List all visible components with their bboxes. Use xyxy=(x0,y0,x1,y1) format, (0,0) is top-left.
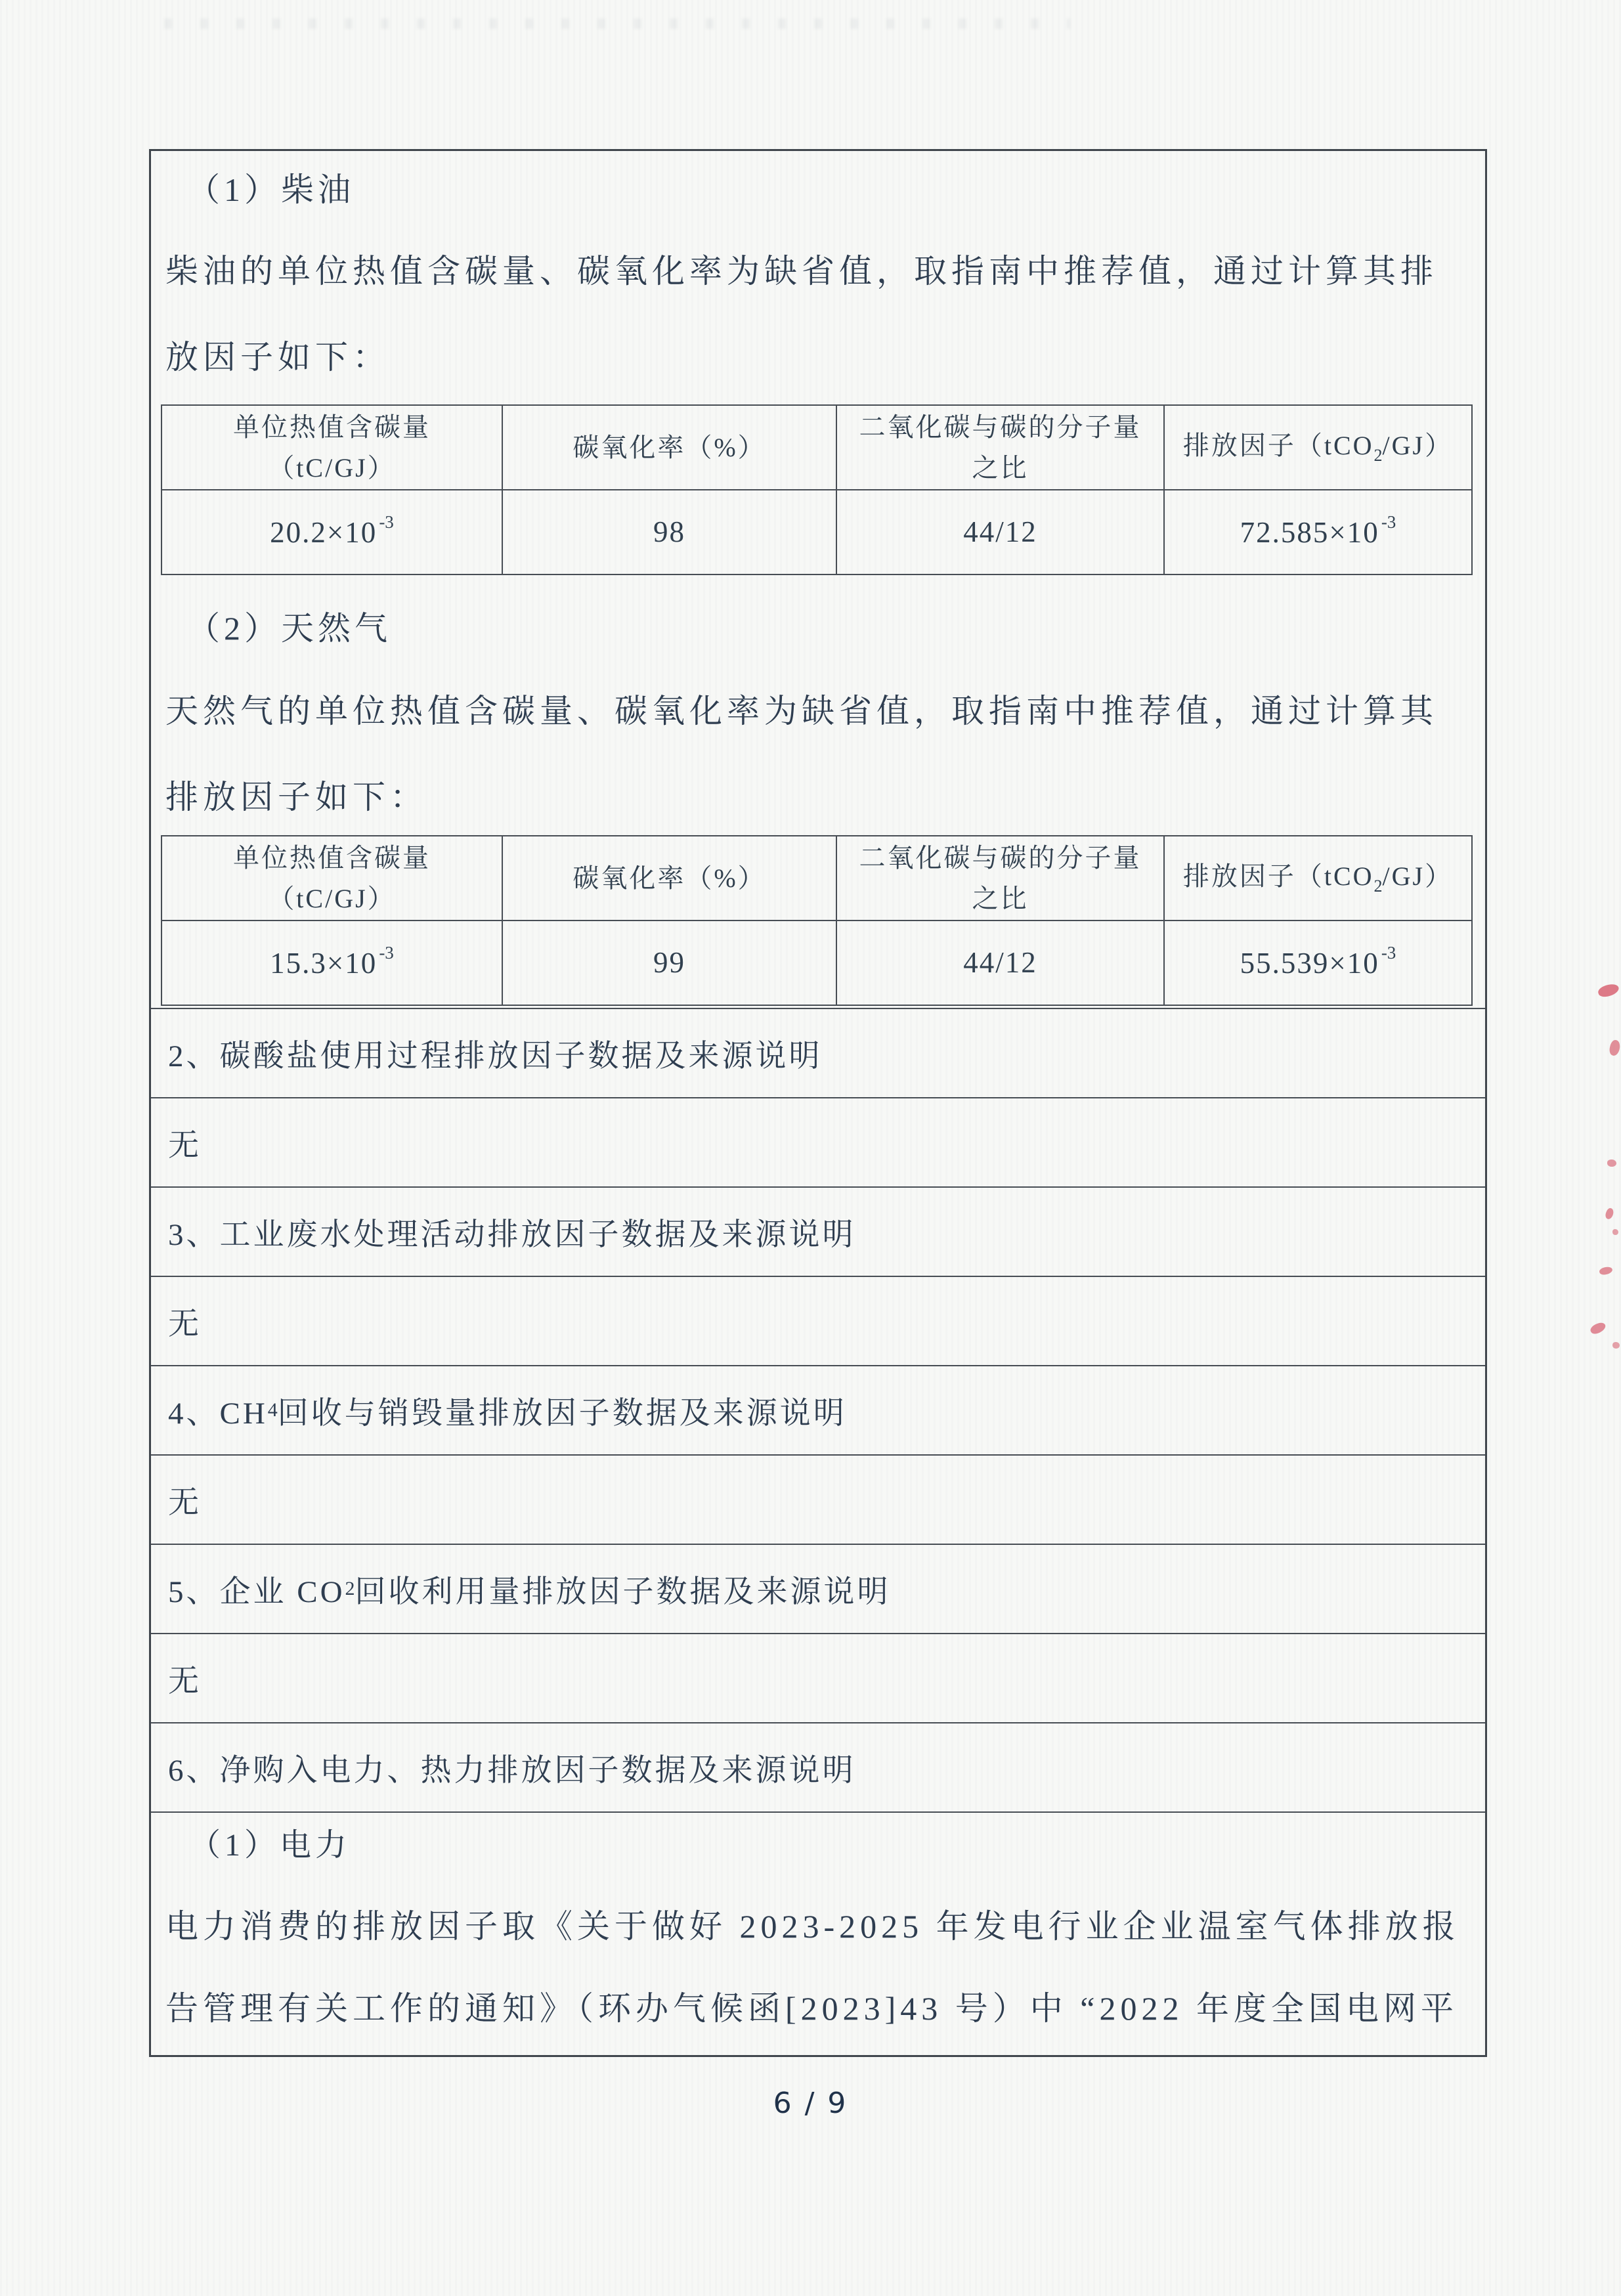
red-stamp-fragment xyxy=(1599,1266,1613,1276)
value-superscript: -3 xyxy=(1381,942,1396,963)
table-value-row xyxy=(162,490,1472,574)
header-carbon-line1: 单位热值含碳量 xyxy=(233,842,431,873)
gas-carbon-value xyxy=(162,921,502,1005)
header-ratio-line2: 之比 xyxy=(972,883,1029,913)
header-carbon-line2: （tC/GJ） xyxy=(268,883,396,913)
section-body-text: 无 xyxy=(168,1664,202,1699)
header-emission-factor xyxy=(1164,405,1472,490)
section-heading-co2-recycling xyxy=(151,1544,1485,1633)
scan-noise-artifact xyxy=(164,18,1070,29)
section-heading-text: 4、CH xyxy=(168,1396,268,1431)
header-molecular-ratio xyxy=(836,836,1164,921)
header-carbon-line2: （tC/GJ） xyxy=(268,452,396,483)
gas-oxidation-value: 99 xyxy=(502,921,836,1005)
header-oxidation-rate: 碳氧化率（%） xyxy=(502,405,836,490)
table-value-row xyxy=(162,921,1472,1005)
gas-paragraph-line-2: 排放因子如下： xyxy=(165,779,427,815)
section-body-text: 无 xyxy=(168,1307,202,1341)
gas-subsection-heading: （2）天然气 xyxy=(187,610,391,647)
value-base: 72.585×10 xyxy=(1240,515,1379,549)
section-heading-wastewater xyxy=(151,1186,1485,1276)
header-ef-post: /GJ） xyxy=(1382,431,1454,461)
header-oxidation-rate: 碳氧化率（%） xyxy=(502,836,836,921)
red-stamp-fragment xyxy=(1612,1342,1620,1349)
electricity-subsection-heading: （1）电力 xyxy=(189,1828,351,1863)
red-stamp-fragment xyxy=(1589,1320,1607,1336)
diesel-oxidation-value: 98 xyxy=(502,490,836,574)
section-heading-text: 6、净购入电力、热力排放因子数据及来源说明 xyxy=(168,1753,856,1788)
red-stamp-fragment xyxy=(1612,1229,1618,1235)
value-superscript: -3 xyxy=(1381,511,1396,532)
diesel-paragraph-line-2: 放因子如下： xyxy=(165,339,390,376)
section-heading-ch4-recovery xyxy=(151,1365,1485,1454)
red-stamp-fragment xyxy=(1607,1159,1616,1167)
red-stamp-fragment xyxy=(1608,1039,1621,1057)
diesel-emission-factor-table xyxy=(161,404,1473,575)
purchased-power-cell xyxy=(151,1811,1485,2055)
section-body-carbonate xyxy=(151,1097,1485,1186)
fuel-factors-cell xyxy=(151,151,1485,1008)
section-body-wastewater xyxy=(151,1276,1485,1365)
diesel-ef-value xyxy=(1164,490,1472,574)
red-stamp-fragment xyxy=(1604,1207,1614,1221)
value-base: 15.3×10 xyxy=(270,946,378,980)
value-superscript: -3 xyxy=(379,511,394,532)
section-body-co2-recycling xyxy=(151,1633,1485,1722)
section-heading-subscript: 4 xyxy=(267,1399,278,1421)
section-body-text: 无 xyxy=(168,1128,202,1163)
section-body-ch4-recovery xyxy=(151,1454,1485,1544)
section-heading-subscript: 2 xyxy=(345,1578,355,1599)
diesel-carbon-value xyxy=(162,490,502,574)
header-ratio-line1: 二氧化碳与碳的分子量 xyxy=(859,412,1142,442)
header-carbon-line1: 单位热值含碳量 xyxy=(233,412,431,442)
section-body-text: 无 xyxy=(168,1485,202,1520)
header-ratio-line1: 二氧化碳与碳的分子量 xyxy=(859,842,1142,873)
section-heading-purchased-power xyxy=(151,1722,1485,1811)
header-carbon-content xyxy=(162,836,502,921)
value-superscript: -3 xyxy=(379,942,394,963)
gas-paragraph-line-1: 天然气的单位热值含碳量、碳氧化率为缺省值，取指南中推荐值，通过计算其 xyxy=(165,693,1438,729)
header-molecular-ratio xyxy=(836,405,1164,490)
electricity-paragraph-line-1: 电力消费的排放因子取《关于做好 2023-2025 年发电行业企业温室气体排放报 xyxy=(165,1908,1460,1945)
table-header-row xyxy=(162,836,1472,921)
section-heading-text: 回收利用量排放因子数据及来源说明 xyxy=(355,1574,891,1609)
table-header-row xyxy=(162,405,1472,490)
header-carbon-content xyxy=(162,405,502,490)
gas-emission-factor-table xyxy=(161,835,1473,1006)
diesel-subsection-heading: （1）柴油 xyxy=(187,171,355,208)
red-stamp-fragment xyxy=(1597,982,1620,999)
value-base: 55.539×10 xyxy=(1240,946,1379,980)
section-heading-carbonate xyxy=(151,1008,1485,1097)
page-number: 6 / 9 xyxy=(773,2087,848,2120)
report-table-frame xyxy=(149,149,1487,2057)
header-ef-subscript: 2 xyxy=(1373,446,1383,466)
header-ef-post: /GJ） xyxy=(1382,861,1454,892)
section-heading-text: 3、工业废水处理活动排放因子数据及来源说明 xyxy=(168,1217,856,1252)
gas-ratio-value: 44/12 xyxy=(836,921,1164,1005)
header-ratio-line2: 之比 xyxy=(972,452,1029,483)
electricity-paragraph-line-2: 告管理有关工作的通知》（环办气候函[2023]43 号）中 “2022 年度全国电网平 xyxy=(165,1990,1458,2027)
header-emission-factor xyxy=(1164,836,1472,921)
section-heading-text: 回收与销毁量排放因子数据及来源说明 xyxy=(277,1396,847,1431)
value-base: 20.2×10 xyxy=(270,515,378,549)
section-heading-text: 2、碳酸盐使用过程排放因子数据及来源说明 xyxy=(168,1039,823,1073)
section-heading-text: 5、企业 CO xyxy=(168,1574,345,1609)
header-ef-subscript: 2 xyxy=(1373,877,1383,896)
diesel-ratio-value: 44/12 xyxy=(836,490,1164,574)
header-ef-pre: 排放因子（tCO xyxy=(1182,861,1374,892)
diesel-paragraph-line-1: 柴油的单位热值含碳量、碳氧化率为缺省值，取指南中推荐值，通过计算其排 xyxy=(165,253,1438,290)
header-ef-pre: 排放因子（tCO xyxy=(1182,431,1374,461)
gas-ef-value xyxy=(1164,921,1472,1005)
